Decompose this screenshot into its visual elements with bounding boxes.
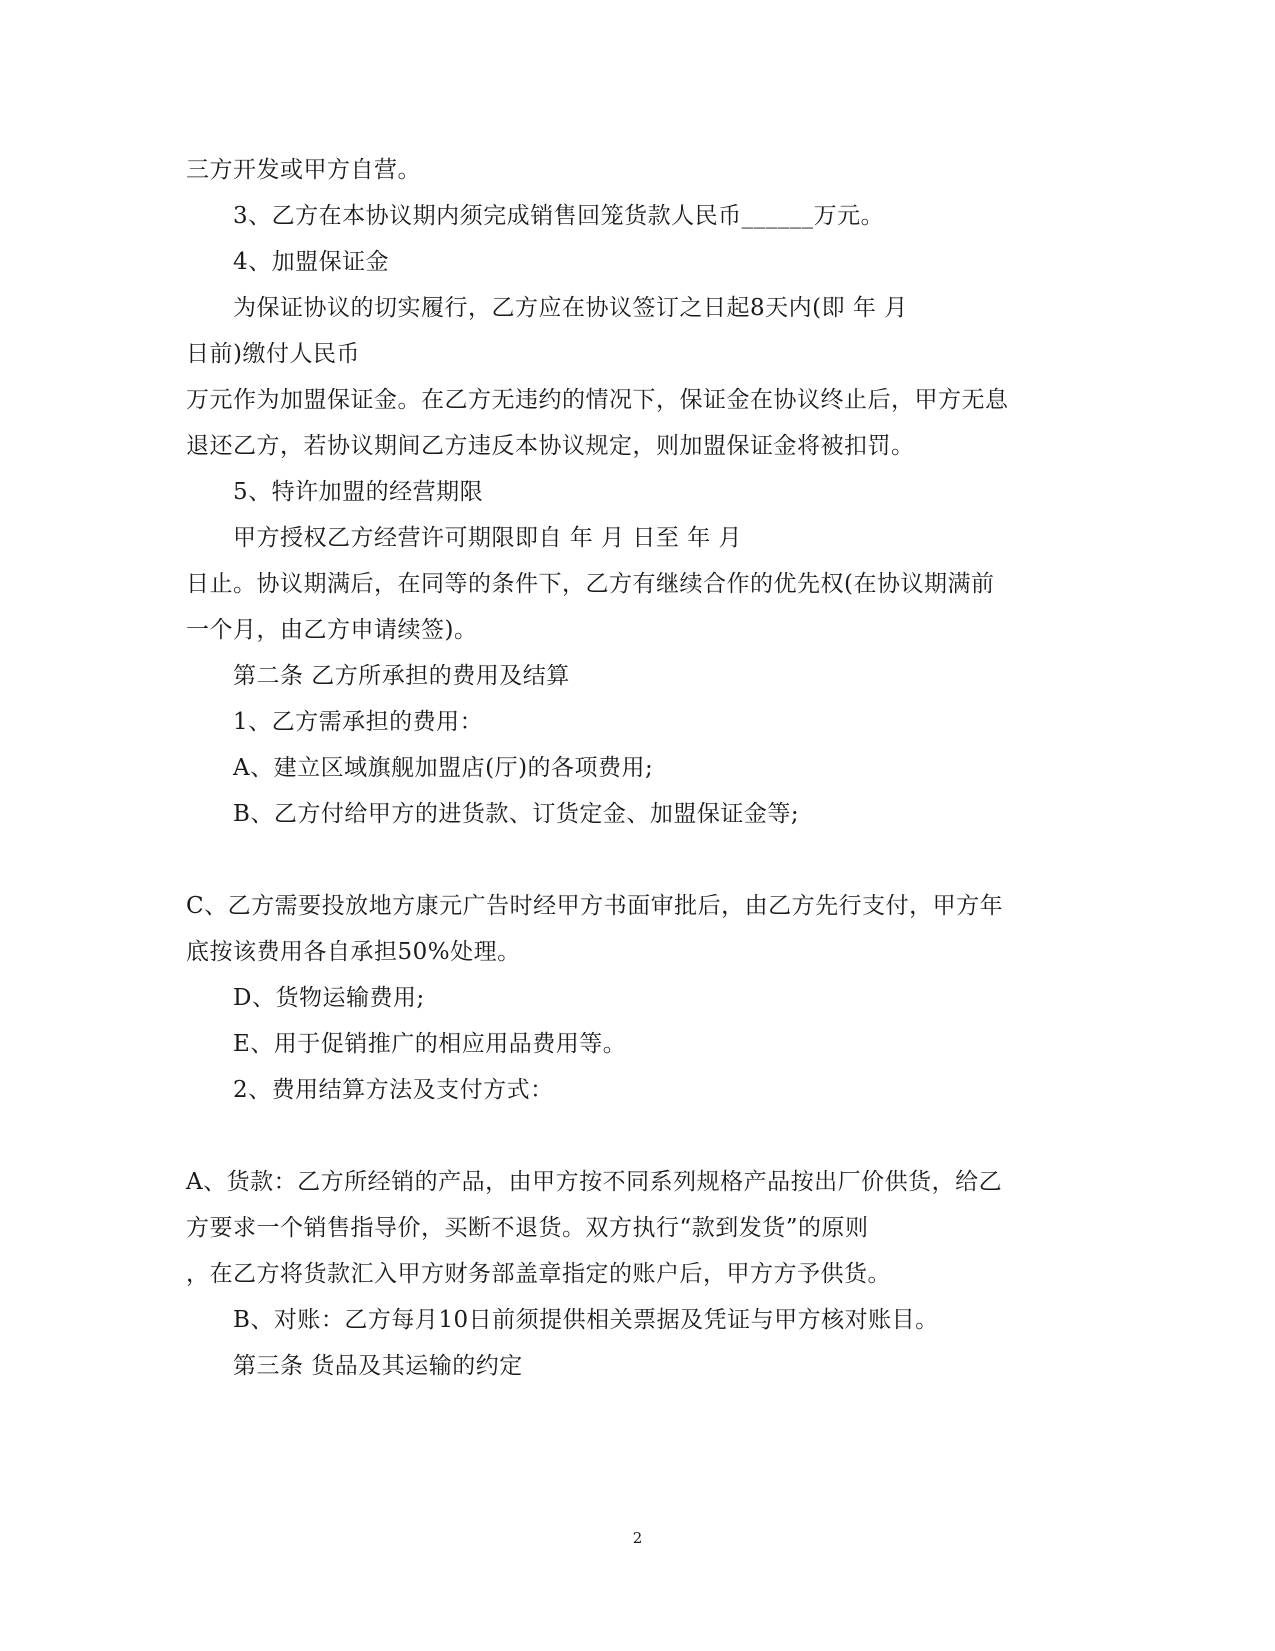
text-line: A、建立区域旗舰加盟店(厅)的各项费用; — [233, 755, 654, 781]
text-line: A、货款：乙方所经销的产品，由甲方按不同系列规格产品按出厂价供货，给乙 — [186, 1169, 1003, 1195]
text-line: 2、费用结算方法及支付方式： — [233, 1077, 554, 1103]
text-line: B、对账：乙方每月10日前须提供相关票据及凭证与甲方核对账目。 — [233, 1307, 939, 1333]
text-line: 5、特许加盟的经营期限 — [233, 479, 484, 505]
text-line: E、用于促销推广的相应用品费用等。 — [233, 1031, 627, 1057]
text-line: 1、乙方需承担的费用： — [233, 709, 484, 735]
text-line: 为保证协议的切实履行，乙方应在协议签订之日起8天内(即 年 月 — [233, 295, 908, 321]
text-line: 3、乙方在本协议期内须完成销售回笼货款人民币______万元。 — [233, 203, 885, 229]
text-line: 日前)缴付人民币 — [186, 341, 360, 367]
text-line: B、乙方付给甲方的进货款、订货定金、加盟保证金等; — [233, 801, 800, 827]
text-line: 4、加盟保证金 — [233, 249, 390, 275]
text-line: 一个月，由乙方申请续签)。 — [186, 617, 478, 643]
page-number: 2 — [632, 1529, 643, 1547]
text-line: 甲方授权乙方经营许可期限即自 年 月 日至 年 月 — [233, 525, 743, 551]
text-line: 三方开发或甲方自营。 — [186, 157, 421, 183]
text-line: 底按该费用各自承担50%处理。 — [186, 939, 521, 965]
text-line: 退还乙方，若协议期间乙方违反本协议规定，则加盟保证金将被扣罚。 — [186, 433, 915, 459]
text-line: C、乙方需要投放地方康元广告时经甲方书面审批后，由乙方先行支付，甲方年 — [186, 893, 1004, 919]
section-heading: 第二条 乙方所承担的费用及结算 — [233, 663, 570, 689]
text-line: ，在乙方将货款汇入甲方财务部盖章指定的账户后，甲方方予供货。 — [186, 1261, 891, 1287]
section-heading: 第三条 货品及其运输的约定 — [233, 1353, 523, 1379]
text-line: D、货物运输费用; — [233, 985, 425, 1011]
text-line: 日止。协议期满后，在同等的条件下，乙方有继续合作的优先权(在协议期满前 — [186, 571, 995, 597]
text-line: 万元作为加盟保证金。在乙方无违约的情况下，保证金在协议终止后，甲方无息 — [186, 387, 1009, 413]
text-line: 方要求一个销售指导价，买断不退货。双方执行“款到发货”的原则 — [186, 1215, 869, 1241]
